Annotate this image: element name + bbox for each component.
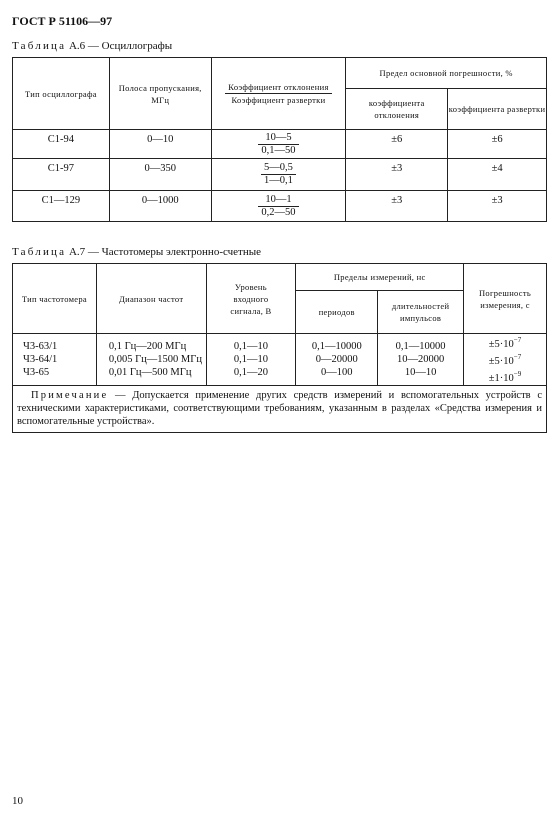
a7-level: 0,1—10 [233,341,268,352]
note-text: — Допускается применение других средств измерений и вспомогательных устройств с техническими характеристиками, соответствующими требованиям, указанным в разделах «Средства измерения и вспомогательные устройства». [17,390,542,427]
a6-cell-coef [211,159,346,191]
a7-cell-levels [206,334,296,386]
a7-header-durations: длительностей импульсов [378,291,464,334]
a7-error: $\pm 5\cdot 10^{-7}$ [488,336,522,350]
a6-cell-err-defl: ±6 [346,130,448,159]
table-a7-caption [12,246,261,258]
a7-cell-types [13,334,97,386]
note-row [13,386,547,433]
a6-cell-err-sweep: ±4 [448,159,547,191]
a7-error: $\pm 1\cdot 10^{-9}$ [488,370,522,384]
table-a7-title: А.7 — Частотомеры электронно-счетные [68,246,262,258]
a7-periods: 0—100 [321,367,353,378]
a7-header-range: Диапазон частот [96,264,206,334]
a6-cell-type: С1—129 [13,191,110,222]
a7-durations: 0,1—10000 [395,341,446,352]
a6-cell-coef [211,191,346,222]
a6-cell-coef-den: 0,1—50 [261,144,296,156]
a7-cell-errors [464,334,547,386]
a6-header-coef-den: Коэффициент развертки [231,95,326,105]
a7-header-limits-group: Пределы измерений, нс [296,264,464,291]
a6-header-err-defl: коэффициента отклонения [346,89,448,130]
table-a6-caption [12,40,172,52]
a6-header-type: Тип осциллографа [13,58,110,130]
a7-range: 0,005 Гц—1500 МГц [108,354,202,365]
a7-durations: 10—20000 [396,354,445,365]
a6-cell-coef-num: 10—1 [258,194,298,207]
a6-cell-coef-num: 5—0,5 [261,162,296,175]
table-a6-label: Таблица [12,40,67,52]
a7-header-level: Уровень входного сигнала, В [206,264,296,334]
a7-periods: 0—20000 [315,354,358,365]
a6-header-coef [211,58,346,130]
a7-type: Ч3-64/1 [23,354,58,365]
a6-cell-err-sweep: ±6 [448,130,547,159]
page-number: 10 [12,795,23,807]
a7-type: Ч3-65 [23,367,50,378]
document-header: ГОСТ Р 51106—97 [12,14,113,28]
table-a6 [12,57,547,222]
a7-header-error: Погрешность измерения, с [464,264,547,334]
table-a7-label: Таблица [12,246,67,258]
a6-cell-type: С1-97 [13,159,110,191]
table-a6-title: А.6 — Осциллографы [68,40,173,52]
a7-level: 0,1—20 [233,367,268,378]
table-a7 [12,263,547,433]
table-row [13,159,547,191]
a6-cell-coef-num: 10—5 [258,132,298,145]
a6-header-coef-num: Коэффициент отклонения [225,81,331,94]
a7-error: $\pm 5\cdot 10^{-7}$ [488,353,522,367]
table-row [13,334,547,386]
a6-cell-band: 0—1000 [109,191,211,222]
a7-cell-ranges [96,334,206,386]
a6-header-error-group: Предел основной погрешности, % [346,58,547,89]
table-row [13,130,547,159]
a6-cell-band: 0—350 [109,159,211,191]
a7-range: 0,1 Гц—200 МГц [108,341,187,352]
table-row [13,191,547,222]
a6-cell-band: 0—10 [109,130,211,159]
a7-cell-durations [378,334,464,386]
a6-cell-err-sweep: ±3 [448,191,547,222]
a6-cell-err-defl: ±3 [346,159,448,191]
a6-cell-coef-den: 1—0,1 [264,175,293,186]
a7-level: 0,1—10 [233,354,268,365]
table-a7-note [13,386,547,433]
a7-periods: 0,1—10000 [311,341,362,352]
a6-cell-coef [211,130,346,159]
a6-cell-type: С1-94 [13,130,110,159]
a6-cell-coef-den: 0,2—50 [261,206,296,218]
a6-cell-err-defl: ±3 [346,191,448,222]
a7-type: Ч3-63/1 [23,341,58,352]
a7-durations: 10—10 [404,367,437,378]
a7-cell-periods [296,334,378,386]
a6-header-band: Полоса пропускания, МГц [109,58,211,130]
a6-header-err-sweep: коэффициента развертки [448,89,547,130]
a7-header-periods: периодов [296,291,378,334]
a7-header-type: Тип частотомера [13,264,97,334]
a7-range: 0,01 Гц—500 МГц [108,367,192,378]
note-label: Примечание [31,390,109,401]
